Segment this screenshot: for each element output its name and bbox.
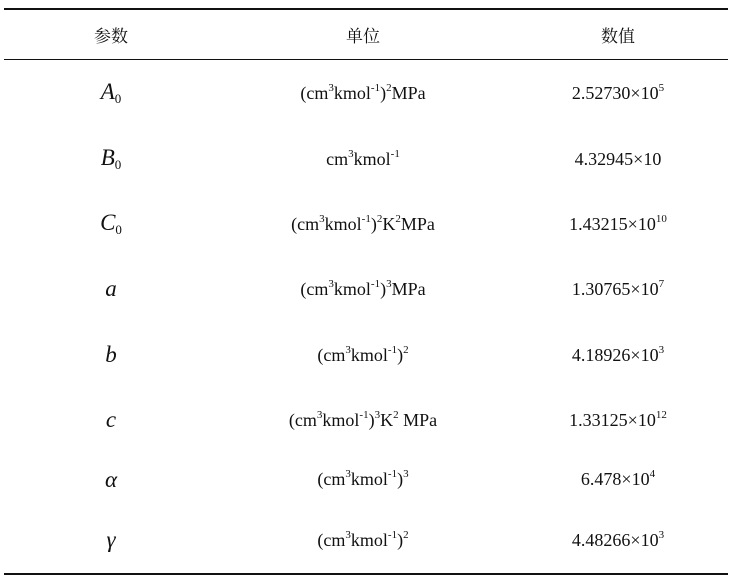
unit-superscript: -1 [387, 468, 398, 480]
unit-text: K [382, 213, 396, 234]
unit-cell [218, 530, 508, 551]
unit-text: ) [397, 469, 404, 489]
symbol-subscript: 0 [115, 222, 122, 237]
value-cell [508, 410, 728, 431]
value-superscript: 7 [658, 277, 665, 290]
value-superscript: 4 [649, 468, 656, 480]
unit-superscript: 2 [395, 212, 401, 225]
unit-text: K [380, 409, 394, 430]
unit-text: kmol [353, 148, 391, 169]
value-cell [508, 83, 728, 104]
unit-superscript: -1 [387, 528, 398, 541]
unit-superscript: 2 [403, 343, 409, 356]
table-row [4, 452, 728, 507]
unit-cell [218, 345, 508, 366]
value-superscript: 3 [658, 528, 665, 541]
symbol-letter: A [100, 79, 115, 104]
value-superscript: 5 [658, 81, 665, 94]
unit-superscript: 3 [345, 343, 351, 356]
value-cell [508, 214, 728, 235]
value-text: 1.33125×10 [569, 409, 656, 430]
value-text: 4.18926×10 [571, 344, 659, 365]
unit-text: MPa [391, 278, 426, 299]
unit-superscript: 2 [376, 212, 383, 225]
unit-text: ) [380, 82, 387, 103]
value-text: 6.478×10 [580, 469, 650, 489]
symbol-subscript: 0 [114, 157, 122, 172]
unit-superscript: 3 [345, 528, 351, 541]
table-row [4, 507, 728, 573]
unit-superscript: -1 [370, 277, 381, 290]
unit-text: (cm [317, 344, 346, 365]
value-text: 4.48266×10 [571, 529, 659, 550]
unit-superscript: -1 [390, 147, 400, 160]
unit-text: ) [370, 213, 377, 234]
unit-superscript: 3 [319, 212, 325, 225]
unit-text: kmol [350, 529, 388, 550]
unit-text: ) [368, 409, 375, 430]
symbol-letter: C [100, 210, 116, 235]
unit-text: ) [397, 529, 404, 550]
unit-superscript: -1 [359, 408, 369, 421]
unit-superscript: 3 [386, 277, 392, 290]
unit-superscript: 3 [328, 277, 334, 290]
unit-superscript: 3 [316, 408, 323, 421]
unit-text: ) [380, 278, 387, 299]
unit-text: MPa [400, 213, 435, 234]
unit-cell [218, 214, 508, 235]
parameter-symbol [4, 527, 218, 553]
symbol-letter: γ [106, 527, 116, 552]
unit-cell [218, 149, 508, 170]
unit-text: (cm [300, 82, 329, 103]
table-row [4, 388, 728, 452]
value-superscript: 12 [655, 408, 667, 421]
value-text: 4.32945×10 [574, 148, 662, 169]
unit-text: MPa [398, 409, 438, 430]
unit-superscript: -1 [361, 212, 371, 225]
value-text: 1.43215×10 [569, 213, 656, 234]
parameter-symbol [4, 276, 218, 302]
parameter-symbol [4, 79, 218, 107]
value-cell [508, 530, 728, 551]
unit-text: (cm [291, 213, 320, 234]
unit-text: kmol [333, 82, 371, 103]
unit-superscript: 3 [328, 81, 334, 94]
unit-text: kmol [322, 409, 360, 430]
header-parameter: 参数 [94, 27, 128, 47]
unit-text: kmol [324, 213, 362, 234]
table-body [4, 60, 728, 573]
unit-superscript: 3 [345, 468, 351, 480]
unit-superscript: 2 [386, 81, 392, 94]
parameter-symbol [4, 210, 218, 238]
unit-cell [218, 469, 508, 490]
header-unit: 单位 [346, 27, 380, 47]
unit-text: (cm [317, 529, 346, 550]
unit-superscript: 3 [374, 408, 381, 421]
unit-text: kmol [350, 469, 388, 489]
symbol-letter: b [105, 342, 117, 367]
value-cell [508, 345, 728, 366]
unit-cell [218, 279, 508, 300]
parameter-symbol [4, 342, 218, 368]
value-cell [508, 279, 728, 300]
table-row [4, 322, 728, 388]
unit-text: (cm [288, 409, 317, 430]
value-superscript: 10 [655, 212, 667, 225]
unit-text: ) [397, 344, 404, 365]
unit-text: (cm [300, 278, 329, 299]
unit-superscript: 2 [403, 528, 409, 541]
unit-text: MPa [391, 82, 426, 103]
value-cell [508, 149, 728, 170]
unit-superscript: -1 [370, 81, 381, 94]
unit-superscript: -1 [387, 343, 398, 356]
table-header-row [4, 10, 728, 59]
table-row [4, 60, 728, 126]
parameter-symbol [4, 145, 218, 173]
unit-cell [218, 83, 508, 104]
value-text: 1.30765×10 [571, 278, 659, 299]
table-row [4, 126, 728, 192]
unit-text: kmol [333, 278, 371, 299]
parameter-symbol [4, 407, 218, 433]
unit-text: kmol [350, 344, 388, 365]
symbol-letter: B [100, 145, 115, 170]
symbol-letter: c [105, 407, 117, 432]
value-text: 2.52730×10 [571, 82, 659, 103]
symbol-subscript: 0 [114, 91, 122, 106]
parameter-symbol [4, 467, 218, 493]
unit-superscript: 3 [348, 147, 354, 160]
table-row [4, 192, 728, 256]
header-value: 数值 [601, 27, 635, 47]
table-row [4, 256, 728, 322]
parameter-table [4, 8, 728, 575]
unit-superscript: 2 [393, 408, 399, 421]
value-cell [508, 469, 728, 490]
unit-superscript: 3 [403, 468, 409, 480]
symbol-letter: α [104, 466, 118, 492]
bottom-rule [4, 573, 728, 575]
value-superscript: 3 [658, 343, 665, 356]
unit-text: cm [326, 148, 349, 169]
unit-cell [218, 410, 508, 431]
symbol-letter: a [105, 276, 117, 301]
unit-text: (cm [317, 469, 346, 489]
